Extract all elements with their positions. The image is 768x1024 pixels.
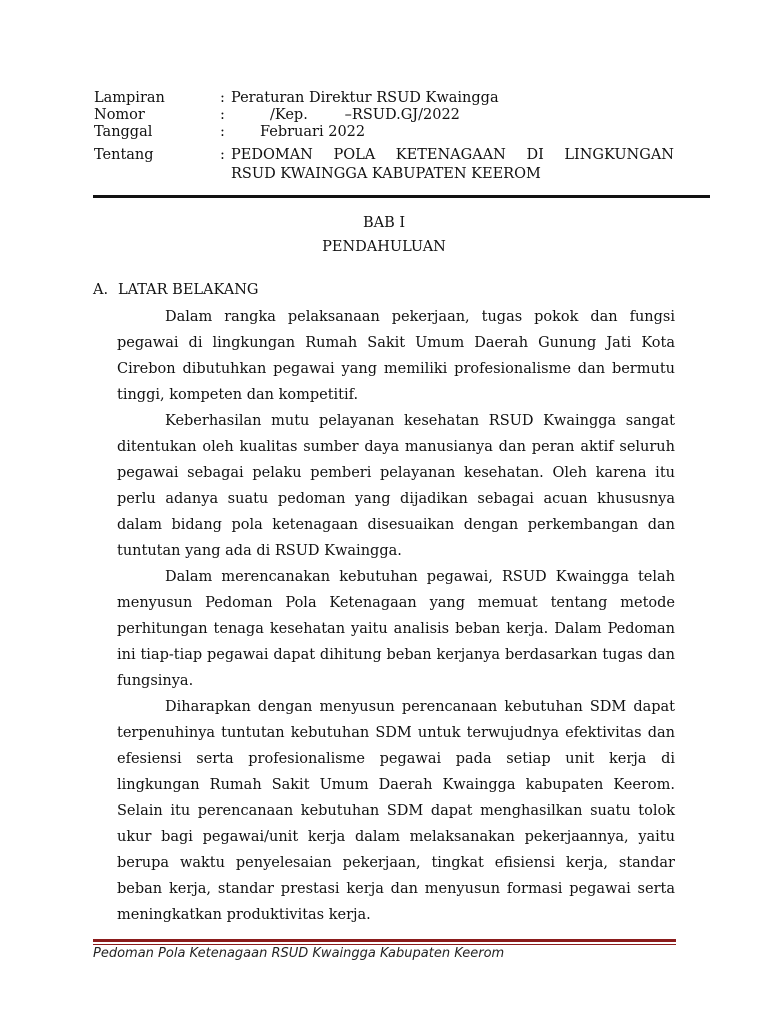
tentang-colon: : (220, 147, 225, 163)
tentang-value-line2: RSUD KWAINGGA KABUPATEN KEEROM (231, 166, 541, 182)
paragraph: Dalam rangka pelaksanaan pekerjaan, tugas pokok dan fungsi pegawai di lingkungan Rumah Sakit Umum Daerah Gunung Jati Kota Cirebon dibutuhkan pegawai yang memiliki profesionalisme dan bermutu tinggi, kompeten dan kompetitif. (117, 309, 675, 403)
nomor-label: Nomor (94, 107, 145, 123)
footer-text: Pedoman Pola Ketenagaan RSUD Kwaingga Kabupaten Keerom (93, 946, 505, 961)
footer-divider-thin (93, 944, 676, 945)
tanggal-value: Februari 2022 (260, 124, 366, 140)
paragraph: Diharapkan dengan menyusun perencanaan kebutuhan SDM dapat terpenuhinya tuntutan kebutuhan SDM untuk terwujudnya efektivitas dan efesiensi serta profesionalisme pegawai pada setiap unit kerja di lingkungan Rumah Sakit Umum Daerah Kwaingga kabupaten Keerom. Selain itu perencanaan kebutuhan SDM dapat menghasilkan suatu tolok ukur bagi pegawai/unit kerja dalam melaksanakan pekerjaannya, yaitu berupa waktu penyelesaian pekerjaan, tingkat efisiensi kerja, standar beban kerja, standar prestasi kerja dan menyusun formasi pegawai serta meningkatkan produktivitas kerja. (117, 699, 675, 923)
tanggal-label: Tanggal (94, 124, 153, 140)
lampiran-label: Lampiran (94, 90, 165, 106)
paragraph: Dalam merencanakan kebutuhan pegawai, RSUD Kwaingga telah menyusun Pedoman Pola Ketenagaan yang memuat tentang metode perhitungan tenaga kesehatan yaitu analisis beban kerja. Dalam Pedoman ini tiap-tiap pegawai dapat dihitung beban kerjanya berdasarkan tugas dan fungsinya. (117, 569, 675, 689)
lampiran-colon: : (220, 90, 225, 106)
paragraph: Keberhasilan mutu pelayanan kesehatan RSUD Kwaingga sangat ditentukan oleh kualitas sumber daya manusianya dan peran aktif seluruh pegawai sebagai pelaku pemberi pelayanan kesehatan. Oleh karena itu perlu adanya suatu pedoman yang dijadikan sebagai acuan khususnya dalam bidang pola ketenagaan disesuaikan dengan perkembangan dan tuntutan yang ada di RSUD Kwaingga. (117, 413, 675, 559)
chapter-number: BAB I (362, 215, 406, 231)
nomor-value: /Kep. –RSUD.GJ/2022 (270, 107, 460, 123)
tentang-value-line1: PEDOMAN POLA KETENAGAAN DI LINGKUNGAN (231, 147, 674, 163)
section-number: A. (93, 282, 109, 298)
nomor-colon: : (220, 107, 225, 123)
header-divider (93, 195, 710, 198)
lampiran-value: Peraturan Direktur RSUD Kwaingga (231, 90, 499, 106)
tentang-label: Tentang (94, 147, 154, 163)
section-title: LATAR BELAKANG (118, 282, 259, 298)
section-heading (93, 282, 259, 298)
footer-divider (93, 939, 676, 942)
chapter-title: PENDAHULUAN (322, 239, 446, 255)
tanggal-colon: : (220, 124, 225, 140)
body-text (117, 304, 675, 928)
